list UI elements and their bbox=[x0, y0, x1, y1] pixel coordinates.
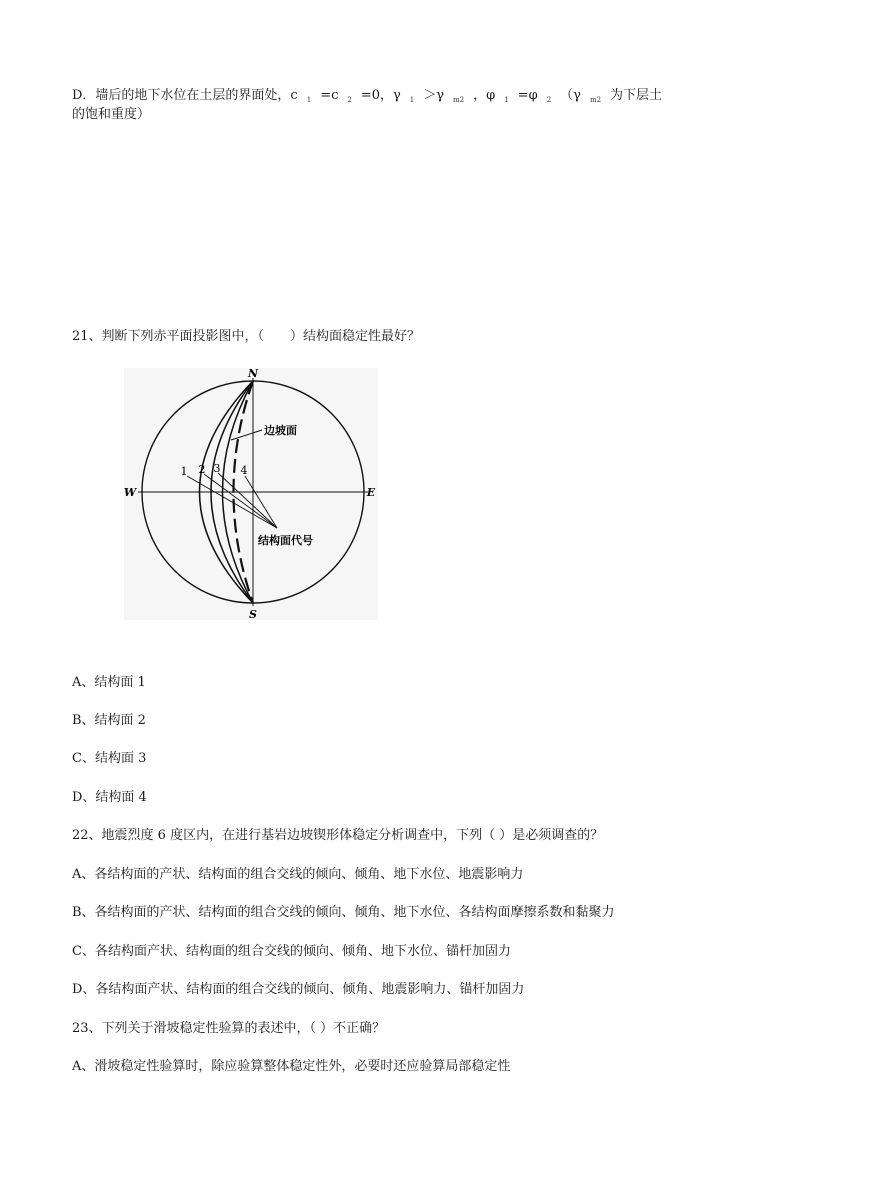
text-segment: =φ bbox=[517, 88, 538, 103]
stereonet-svg bbox=[124, 368, 378, 620]
plane-code-label: 结构面代号 bbox=[258, 534, 313, 547]
slope-face-label: 边坡面 bbox=[264, 424, 297, 437]
q23-option-a: A、滑坡稳定性验算时，除应验算整体稳定性外，必要时还应验算局部稳定性 bbox=[72, 1059, 511, 1074]
plane-number-4: 4 bbox=[240, 464, 248, 477]
plane-number-3: 3 bbox=[213, 462, 221, 475]
west-label: W bbox=[124, 486, 137, 499]
q21-option-b: B、结构面 2 bbox=[72, 713, 146, 728]
subscript: m2 bbox=[453, 96, 465, 104]
slope-label-leader bbox=[231, 430, 262, 440]
subscript: 2 bbox=[347, 96, 352, 104]
q20-option-d-line1 bbox=[72, 86, 662, 110]
q21-option-d: D、结构面 4 bbox=[72, 790, 147, 805]
q21-option-c: C、结构面 3 bbox=[72, 751, 147, 766]
stereographic-projection-figure bbox=[124, 368, 378, 620]
east-label: E bbox=[366, 486, 376, 499]
text-segment: （γ bbox=[560, 88, 581, 103]
plane-number-1: 1 bbox=[180, 465, 188, 478]
q22-option-b: B、各结构面的产状、结构面的组合交线的倾向、倾角、地下水位、各结构面摩擦系数和黏聚力 bbox=[72, 905, 615, 920]
text-segment: 为下层土 bbox=[610, 88, 663, 103]
q22-stem: 22、地震烈度 6 度区内，在进行基岩边坡锲形体稳定分析调查中，下列（ ）是必须调查的？ bbox=[72, 828, 604, 843]
text-segment: =0，γ bbox=[360, 88, 401, 103]
text-segment: ＞γ bbox=[423, 88, 445, 103]
q20-option-d-prefix: D．墙后的地下水位在土层的界面处，c bbox=[72, 88, 298, 103]
q21-stem: 21、判断下列赤平面投影图中，（ ）结构面稳定性最好？ bbox=[72, 329, 421, 344]
plane-number-2: 2 bbox=[198, 463, 206, 476]
plane-leader-4 bbox=[245, 476, 277, 528]
q21-option-a: A、结构面 1 bbox=[72, 675, 146, 690]
subscript: 1 bbox=[504, 96, 509, 104]
subscript: 2 bbox=[546, 96, 552, 104]
north-label: N bbox=[247, 368, 259, 380]
plane-leader-3 bbox=[218, 473, 277, 528]
text-segment: ，φ bbox=[473, 88, 496, 103]
q22-option-c: C、各结构面产状、结构面的组合交线的倾向、倾角、地下水位、锚杆加固力 bbox=[72, 944, 511, 959]
plane-leader-2 bbox=[204, 474, 277, 528]
q22-option-d: D、各结构面产状、结构面的组合交线的倾向、倾角、地震影响力、锚杆加固力 bbox=[72, 982, 525, 997]
q23-stem: 23、下列关于滑坡稳定性验算的表述中，（ ）不正确？ bbox=[72, 1021, 386, 1036]
subscript: 1 bbox=[306, 96, 312, 104]
q20-option-d-line2: 的饱和重度） bbox=[72, 107, 151, 122]
subscript: m2 bbox=[589, 96, 602, 104]
south-label: S bbox=[249, 608, 257, 620]
subscript: 1 bbox=[409, 96, 415, 104]
text-segment: =c bbox=[320, 88, 339, 103]
q22-option-a: A、各结构面的产状、结构面的组合交线的倾向、倾角、地下水位、地震影响力 bbox=[72, 867, 524, 882]
